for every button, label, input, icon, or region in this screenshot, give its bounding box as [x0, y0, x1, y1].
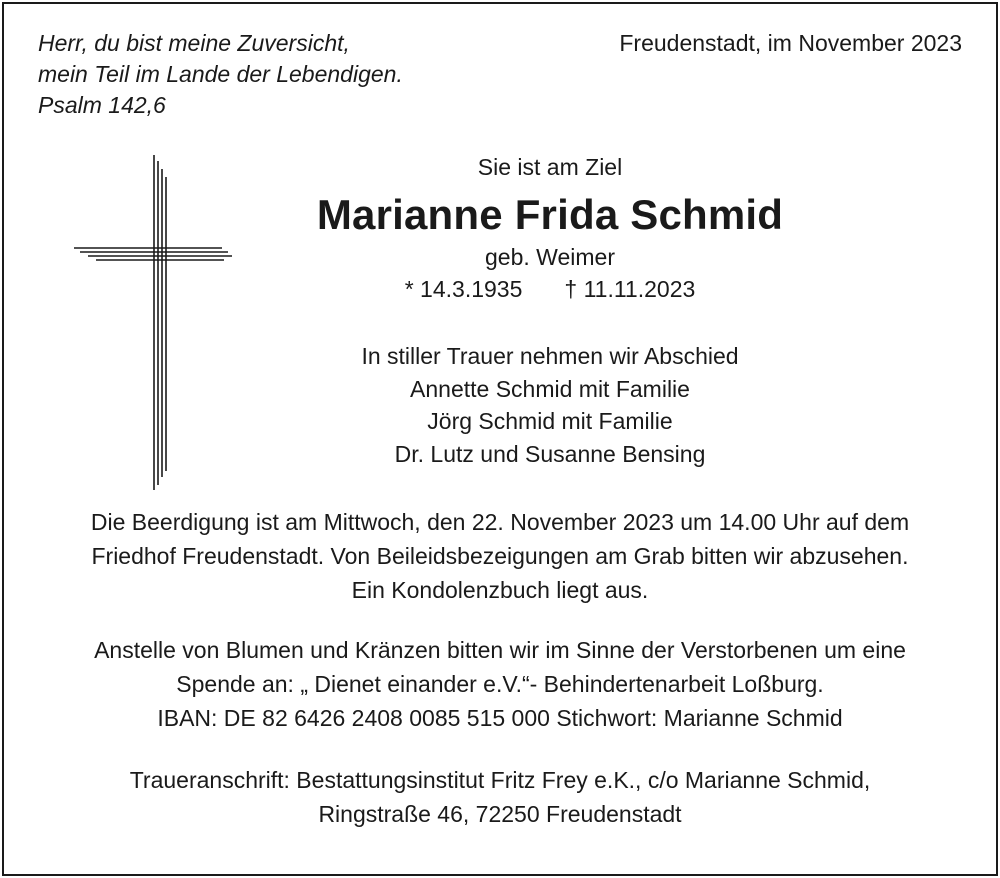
cross-icon	[72, 155, 232, 490]
mourning-address	[10, 763, 990, 831]
donation-info	[10, 633, 990, 735]
psalm-line-2: mein Teil im Lande der Lebendigen.	[38, 61, 403, 87]
birth-date: * 14.3.1935	[404, 276, 523, 302]
intro-line: Sie ist am Ziel	[477, 154, 623, 180]
address-line: Traueranschrift: Bestattungsinstitut Fritz Frey e.K., c/o Marianne Schmid,	[129, 767, 871, 793]
donation-line: Spende an: „ Dienet einander e.V.“- Behindertenarbeit Loßburg.	[176, 671, 824, 697]
death-date: † 11.11.2023	[564, 276, 696, 302]
deceased-name: Marianne Frida Schmid	[316, 191, 784, 238]
psalm-quote	[38, 28, 403, 121]
life-dates	[300, 274, 800, 304]
mourner-name: Dr. Lutz und Susanne Bensing	[394, 440, 706, 467]
funeral-line: Friedhof Freudenstadt. Von Beileidsbezeigungen am Grab bitten wir abzusehen.	[91, 543, 909, 569]
place-date: Freudenstadt, im November 2023	[619, 30, 962, 56]
mourner-name: Annette Schmid mit Familie	[410, 375, 690, 402]
funeral-line: Die Beerdigung ist am Mittwoch, den 22. November 2023 um 14.00 Uhr auf dem	[90, 509, 910, 535]
psalm-reference: Psalm 142,6	[38, 92, 166, 118]
donation-line: Anstelle von Blumen und Kränzen bitten wir im Sinne der Verstorbenen um eine	[94, 637, 906, 663]
mourner-name: Jörg Schmid mit Familie	[427, 408, 673, 434]
mourners-block	[300, 340, 800, 470]
address-line: Ringstraße 46, 72250 Freudenstadt	[318, 801, 682, 827]
birth-name: geb. Weimer	[485, 244, 615, 270]
funeral-line: Ein Kondolenzbuch liegt aus.	[351, 577, 649, 603]
psalm-line-1: Herr, du bist meine Zuversicht,	[38, 30, 350, 56]
iban-line: IBAN: DE 82 6426 2408 0085 515 000 Stichwort: Marianne Schmid	[157, 705, 843, 731]
mourners-intro: In stiller Trauer nehmen wir Abschied	[361, 343, 739, 369]
funeral-info	[10, 505, 990, 607]
